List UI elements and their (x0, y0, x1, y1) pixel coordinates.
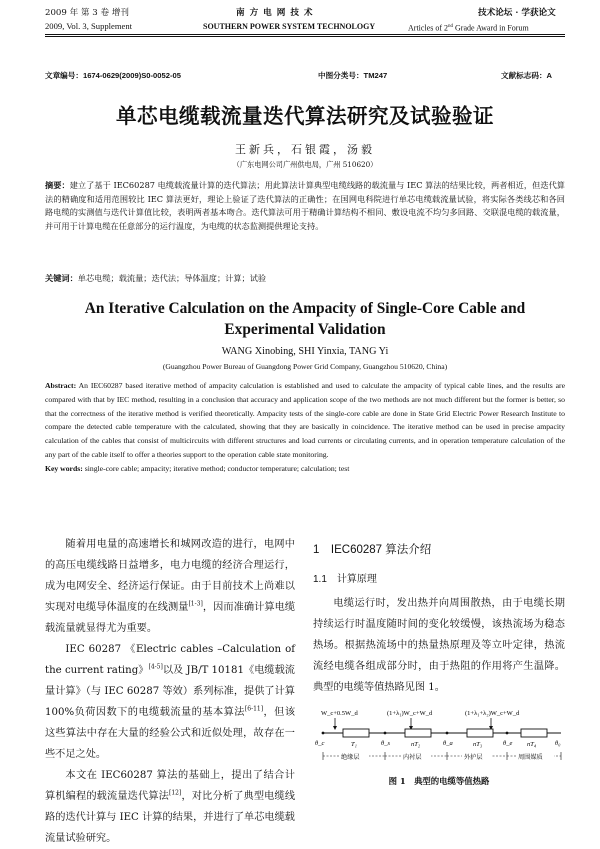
journal-name-cn: 南 方 电 网 技 术 (236, 8, 314, 18)
node-armour (446, 732, 449, 735)
keywords-label-cn: 关键词： (45, 273, 78, 283)
resistor-t2 (405, 729, 431, 737)
heat-arrow-1-head (333, 726, 337, 730)
keywords-cn (45, 273, 565, 284)
medium-label: 周围媒质 (518, 754, 543, 761)
figure-number: 图 1 (388, 776, 406, 786)
abstract-label-en: Abstract: (45, 381, 77, 390)
column-name-en: Articles of 2nd Grade Award in Forum (408, 23, 529, 33)
t2-label: nT₂ (411, 741, 421, 748)
keywords-text-cn: 单芯电缆；载流量；迭代法；导体温度；计算；试验 (77, 273, 267, 283)
heat-label-1: W_c+0.5W_d (321, 710, 358, 717)
intro-paragraph-2: IEC 60287 《Electric cables –Calculation of the current rating》[4-5]以及 JB/T 10181《电缆载流量计算》（与 IEC 60287 等效）系列标准，提供了计算 100%负荷因数下的电缆载流量的基本算法[6-11]，但该这些算法中存在大量的经验公式和近似处理，故存在一些不足之处。 (45, 644, 296, 760)
t1-label: T₁ (351, 741, 357, 748)
resistor-t3 (467, 729, 493, 737)
journal-name-en: SOUTHERN POWER SYSTEM TECHNOLOGY (203, 22, 376, 31)
article-number: 文章编号：1674-0629(2009)S0-0052-05 (45, 71, 181, 80)
abstract-label-cn: 摘要： (45, 180, 70, 190)
paper-title-cn: 单芯电缆载流量迭代算法研究及试验验证 (116, 104, 494, 128)
keywords-label-en: Key words: (45, 463, 83, 473)
journal-volume: 2009, Vol. 3, Supplement (45, 21, 133, 31)
node-sheath (384, 732, 387, 735)
insulation-label: 绝缘层 (341, 754, 360, 761)
body-right-column (313, 593, 565, 698)
paper-title-en-line2: Experimental Validation (224, 321, 386, 338)
theta-c-label: θ_c (315, 740, 325, 747)
thermal-circuit-figure (315, 708, 565, 772)
abstract-text-en: An IEC60287 based iterative method of ampacity calculation is established and used to calculate the ampacity of typical cable lines, and the results are compared with that by IEC method, resulting in a conclusion that accuracy and application scope of the two methods are not much different but the former is better, so that the correctness of the iterative method is verified theoretically. Ampacity tests of the single-core cable are done in State Grid Electric Power Research Institute to compare the detected cable temperature with the calculated, showing that they are basically in coincidence. The iterative method can be used in precise ampacity calculation of the cables that consist of multicircuits with different structures and load currents or circulating currents, and in operation temperature calculation of the any part of the cable itself to offer a theories support to the operation cable state monitoring. (45, 381, 565, 459)
figure-caption-text: 典型的电缆等值热路 (414, 776, 490, 786)
node-surface (506, 732, 509, 735)
theta-a-label: θ_a (443, 740, 453, 747)
body-left-column (45, 534, 295, 849)
abstract-text-cn: 建立了基于 IEC60287 电缆载流量计算的迭代算法；用此算法计算典型电缆线路的载流量与 IEC 算法的结果比较，两者相近，但迭代算法的精确度和适用范围较比 IEC 算法更好，理论上验证了迭代算法的正确性；在国网电科院进行单芯电缆载流量试验，将实际各类线芯和各回路电缆的实测值与迭代计算值比较，表明两者基本吻合。迭代算法可用于精确计算结构不相同、敷设电流不均匀多回路、交联混电缆的载流量，并可用于计算电缆在任意部分的运行温度，为电缆的状态监测提供理论支持。 (45, 180, 565, 231)
theta-e-label: θ_e (503, 740, 513, 747)
header-rule-thin (45, 36, 565, 37)
paper-title-en (45, 298, 565, 340)
document-code: 文献标志码：A (501, 71, 553, 80)
intro-paragraph-3: 本文在 IEC60287 算法的基础上，提出了结合计算机编程的载流量迭代算法[12]，对比分析了典型电缆线路的迭代计算与 IEC 计算的结果，并进行了单芯电缆载流量试验研究。 (45, 770, 296, 844)
node-conductor (322, 732, 325, 735)
intro-paragraph-1: 随着用电量的高速增长和城网改造的进行，电网中的高压电缆线路日益增多，电力电缆的经济合理运行，成为电网安全、经济运行保证。由于目前技术上尚难以实现对电缆导体温度的在线测量[1-3]，因而准确计算电缆载流量就显得尤为重要。 (45, 539, 296, 634)
authors-cn: 王新兵，石银霞，汤毅 (235, 143, 375, 156)
paper-title-en-line1: An Iterative Calculation on the Ampacity of Single-Core Cable and (84, 300, 526, 317)
journal-issue: 2009 年 第 3 卷 增刊 (45, 8, 129, 18)
bedding-label: 内衬层 (403, 754, 422, 761)
theta-s-label: θ_s (381, 740, 390, 747)
abstract-en (45, 379, 565, 476)
figure-caption (313, 775, 565, 787)
serving-label: 外护层 (464, 754, 483, 761)
heat-label-3: (1+λ₁+λ₂)W_c+W_d (465, 710, 520, 717)
authors-en: WANG Xinobing, SHI Yinxia, TANG Yi (221, 346, 389, 357)
heat-label-2: (1+λ₁)W_c+W_d (387, 710, 433, 717)
t3-label: nT₃ (473, 741, 483, 748)
theta-0-label: θ₀ (555, 740, 561, 747)
header-rule (45, 34, 565, 35)
keywords-text-en: single-core cable; ampacity; iterative method; conductor temperature; calculation; test (82, 463, 350, 473)
principle-paragraph: 电缆运行时，发出热并向周围散热，由于电缆长期持续运行时温度随时间的变化较缓慢，该热流场为稳态热场。根据热流场中的热量热原理及等立叶定律，热流流经电缆各组成部分时，由于热阻的作用将产生温降。典型的电缆等值热路见图 1。 (313, 598, 565, 693)
affiliation-cn: （广东电网公司广州供电局，广州 510620） (232, 160, 378, 169)
clc-number: 中图分类号：TM247 (318, 71, 388, 80)
abstract-cn (45, 179, 565, 233)
resistor-t4 (521, 729, 547, 737)
affiliation-en: (Guangzhou Power Bureau of Guangdong Power Grid Company, Guangzhou 510620, China) (162, 362, 448, 371)
subsection-heading-1-1: 1.1 计算原理 (313, 574, 377, 585)
section-heading-1: 1 IEC60287 算法介绍 (313, 544, 432, 556)
resistor-t1 (343, 729, 369, 737)
t4-label: nT₄ (527, 741, 537, 748)
column-name-cn: 技术论坛 · 学获论文 (478, 8, 556, 18)
